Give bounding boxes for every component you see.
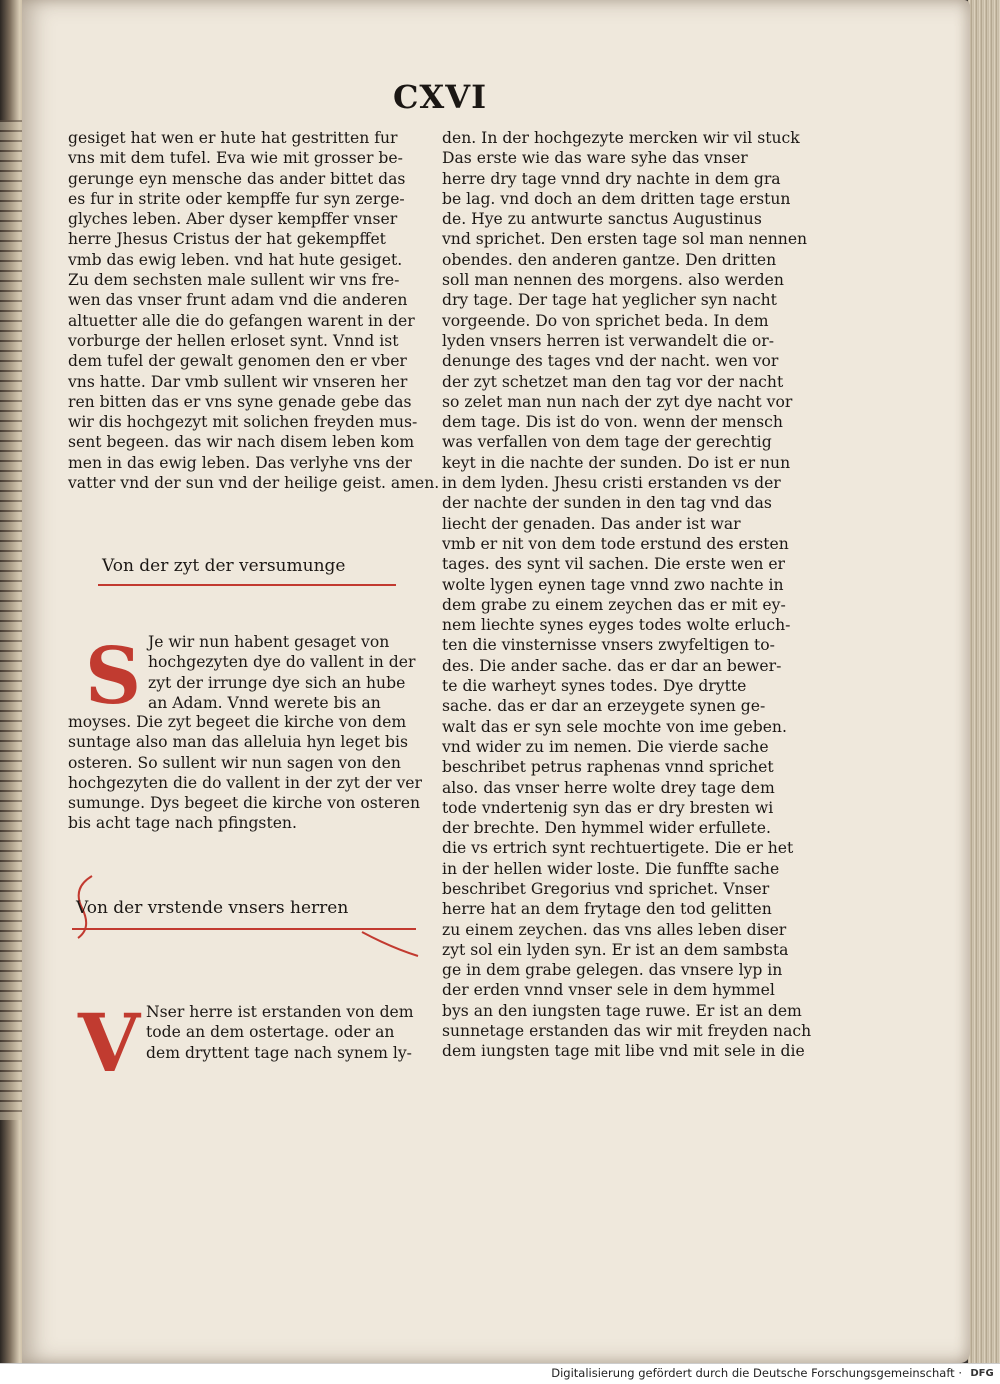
text-line: an Adam. Vnnd werete bis an xyxy=(148,693,381,712)
text-line: sumunge. Dys begeet die kirche von osteren xyxy=(68,794,421,813)
left-column-text xyxy=(68,128,440,493)
text-line: ren bitten das er vns syne genade gebe das xyxy=(68,392,412,411)
text-line: Zu dem sechsten male sullent wir vns fre- xyxy=(68,271,400,290)
paragraph-vrstende xyxy=(146,1002,412,1063)
text-line: dem tage. Dis ist do von. wenn der mensch xyxy=(442,413,783,432)
text-line: nem liechte synes eyges todes wolte erluch- xyxy=(442,616,791,635)
text-line: tode an dem ostertage. oder an xyxy=(146,1023,395,1042)
text-line: herre Jhesus Cristus der hat gekempffet xyxy=(68,230,386,249)
text-line: der zyt schetzet man den tag vor der nacht xyxy=(442,372,784,391)
text-line: in dem lyden. Jhesu cristi erstanden vs der xyxy=(442,474,781,493)
text-line: obendes. den anderen gantze. Den dritten xyxy=(442,250,777,269)
text-line: vns mit dem tufel. Eva wie mit grosser be- xyxy=(68,149,403,168)
text-line: tages. des synt vil sachen. Die erste wen er xyxy=(442,555,786,574)
text-line: der nachte der sunden in den tag vnd das xyxy=(442,494,772,513)
text-line: in der hellen wider loste. Die funffte sache xyxy=(442,859,780,878)
text-line: osteren. So sullent wir nun sagen von den xyxy=(68,753,401,772)
text-line: ge in dem grabe gelegen. das vnsere lyp in xyxy=(442,961,783,980)
text-line: zyt der irrunge dye sich an hube xyxy=(148,673,406,692)
text-line: gerunge eyn mensche das ander bittet das xyxy=(68,169,406,188)
text-line: den. In der hochgezyte mercken wir vil stuck xyxy=(442,129,800,147)
text-line: sunnetage erstanden das wir mit freyden nach xyxy=(442,1022,812,1041)
folio-number: CXVI xyxy=(392,78,488,116)
text-line: vorburge der hellen erloset synt. Vnnd ist xyxy=(68,331,399,350)
text-line: vnd wider zu im nemen. Die vierde sache xyxy=(442,737,769,756)
text-line: zu einem zeychen. das vns alles leben diser xyxy=(442,920,787,939)
section-heading-versumunge: Von der zyt der versumunge xyxy=(98,556,396,586)
rubricated-initial-s: S xyxy=(84,631,142,722)
text-line: be lag. vnd doch an dem dritten tage erstun xyxy=(442,189,791,208)
paragraph-versumunge-intro xyxy=(148,632,416,713)
text-line: dem grabe zu einem zeychen das er mit ey- xyxy=(442,595,786,614)
text-line: de. Hye zu antwurte sanctus Augustinus xyxy=(442,210,762,229)
text-line: soll man nennen des morgens. also werden xyxy=(442,271,784,290)
text-line: die vs ertrich synt rechtuertigete. Die er het xyxy=(442,839,794,858)
text-line: was verfallen von dem tage der gerechtig xyxy=(442,433,772,452)
funding-credit: Digitalisierung gefördert durch die Deutsche Forschungsgemeinschaft · xyxy=(551,1366,962,1380)
text-line: tode vndertenig syn das er dry bresten wi xyxy=(442,798,774,817)
text-line: bys an den iungsten tage ruwe. Er ist an dem xyxy=(442,1001,802,1020)
text-line: moyses. Die zyt begeet die kirche von dem xyxy=(68,713,407,731)
text-line: men in das ewig leben. Das verlyhe vns der xyxy=(68,453,412,472)
text-line: denunge des tages vnd der nacht. wen vor xyxy=(442,352,779,371)
section-heading-vrstende: Von der vrstende vnsers herren xyxy=(72,898,416,930)
text-line: vmb das ewig leben. vnd hat hute gesiget. xyxy=(68,250,403,269)
text-line: Je wir nun habent gesaget von xyxy=(148,633,390,651)
text-line: keyt in die nachte der sunden. Do ist er nun xyxy=(442,453,791,472)
digitization-footer xyxy=(0,1363,1000,1384)
text-line: der brechte. Den hymmel wider erfullete. xyxy=(442,819,771,838)
text-line: hochgezyten die do vallent in der zyt der ver xyxy=(68,773,422,792)
text-line: zyt sol ein lyden syn. Er ist an dem sambsta xyxy=(442,940,789,959)
text-line: gesiget hat wen er hute hat gestritten fur xyxy=(68,129,398,147)
page-stack-edge xyxy=(968,0,1000,1383)
text-line: des. Die ander sache. das er dar an bewer- xyxy=(442,656,782,675)
text-line: Nser herre ist erstanden von dem xyxy=(146,1003,414,1021)
text-line: glyches leben. Aber dyser kempffer vnser xyxy=(68,210,398,229)
text-line: hochgezyten dye do vallent in der xyxy=(148,653,416,672)
text-line: also. das vnser herre wolte drey tage dem xyxy=(442,778,775,797)
rubricated-initial-v: V xyxy=(78,996,141,1090)
text-line: suntage also man das alleluia hyn leget bis xyxy=(68,733,409,752)
text-line: dry tage. Der tage hat yeglicher syn nacht xyxy=(442,291,777,310)
text-line: beschribet Gregorius vnd sprichet. Vnser xyxy=(442,879,770,898)
text-line: beschribet petrus raphenas vnnd sprichet xyxy=(442,758,774,777)
text-line: lyden vnsers herren ist verwandelt die or- xyxy=(442,331,774,350)
text-line: dem dryttent tage nach synem ly- xyxy=(146,1043,412,1062)
text-line: vnd sprichet. Den ersten tage sol man nennen xyxy=(442,230,808,249)
text-line: vatter vnd der sun vnd der heilige geist. amen. xyxy=(68,474,440,493)
text-line: wen das vnser frunt adam vnd die anderen xyxy=(68,291,408,310)
text-line: vns hatte. Dar vmb sullent wir vnseren her xyxy=(68,372,408,391)
text-line: dem iungsten tage mit libe vnd mit sele in die xyxy=(442,1042,805,1061)
paragraph-versumunge-body xyxy=(68,712,422,834)
text-line: wolte lygen eynen tage vnnd zwo nachte in xyxy=(442,575,784,594)
text-line: vorgeende. Do von sprichet beda. In dem xyxy=(442,311,769,330)
text-line: altuetter alle die do gefangen warent in der xyxy=(68,311,415,330)
text-line: herre hat an dem frytage den tod gelitten xyxy=(442,900,772,919)
text-line: vmb er nit von dem tode erstund des ersten xyxy=(442,534,789,553)
right-column-text xyxy=(442,128,812,1062)
text-line: der erden vnnd vnser sele in dem hymmel xyxy=(442,981,775,1000)
text-line: dem tufel der gewalt genomen den er vber xyxy=(68,352,407,371)
adjacent-page-edge xyxy=(0,120,24,1120)
text-line: ten die vinsternisse vnsers zwyfeltigen to- xyxy=(442,636,775,655)
text-line: te die warheyt synes todes. Dye drytte xyxy=(442,677,747,696)
text-line: walt das er syn sele mochte von ime geben. xyxy=(442,717,787,736)
text-line: liecht der genaden. Das ander ist war xyxy=(442,514,741,533)
text-line: herre dry tage vnnd dry nachte in dem gra xyxy=(442,169,781,188)
text-line: sent begeen. das wir nach disem leben kom xyxy=(68,433,415,452)
dfg-logo: DFG xyxy=(970,1368,994,1379)
text-line: wir dis hochgezyt mit solichen freyden mus- xyxy=(68,413,418,432)
text-line: Das erste wie das ware syhe das vnser xyxy=(442,149,748,168)
text-line: so zelet man nun nach der zyt dye nacht vor xyxy=(442,392,793,411)
text-line: es fur in strite oder kempffe fur syn zerge- xyxy=(68,189,405,208)
text-line: sache. das er dar an erzeygete synen ge- xyxy=(442,697,766,716)
text-line: bis acht tage nach pfingsten. xyxy=(68,814,297,833)
